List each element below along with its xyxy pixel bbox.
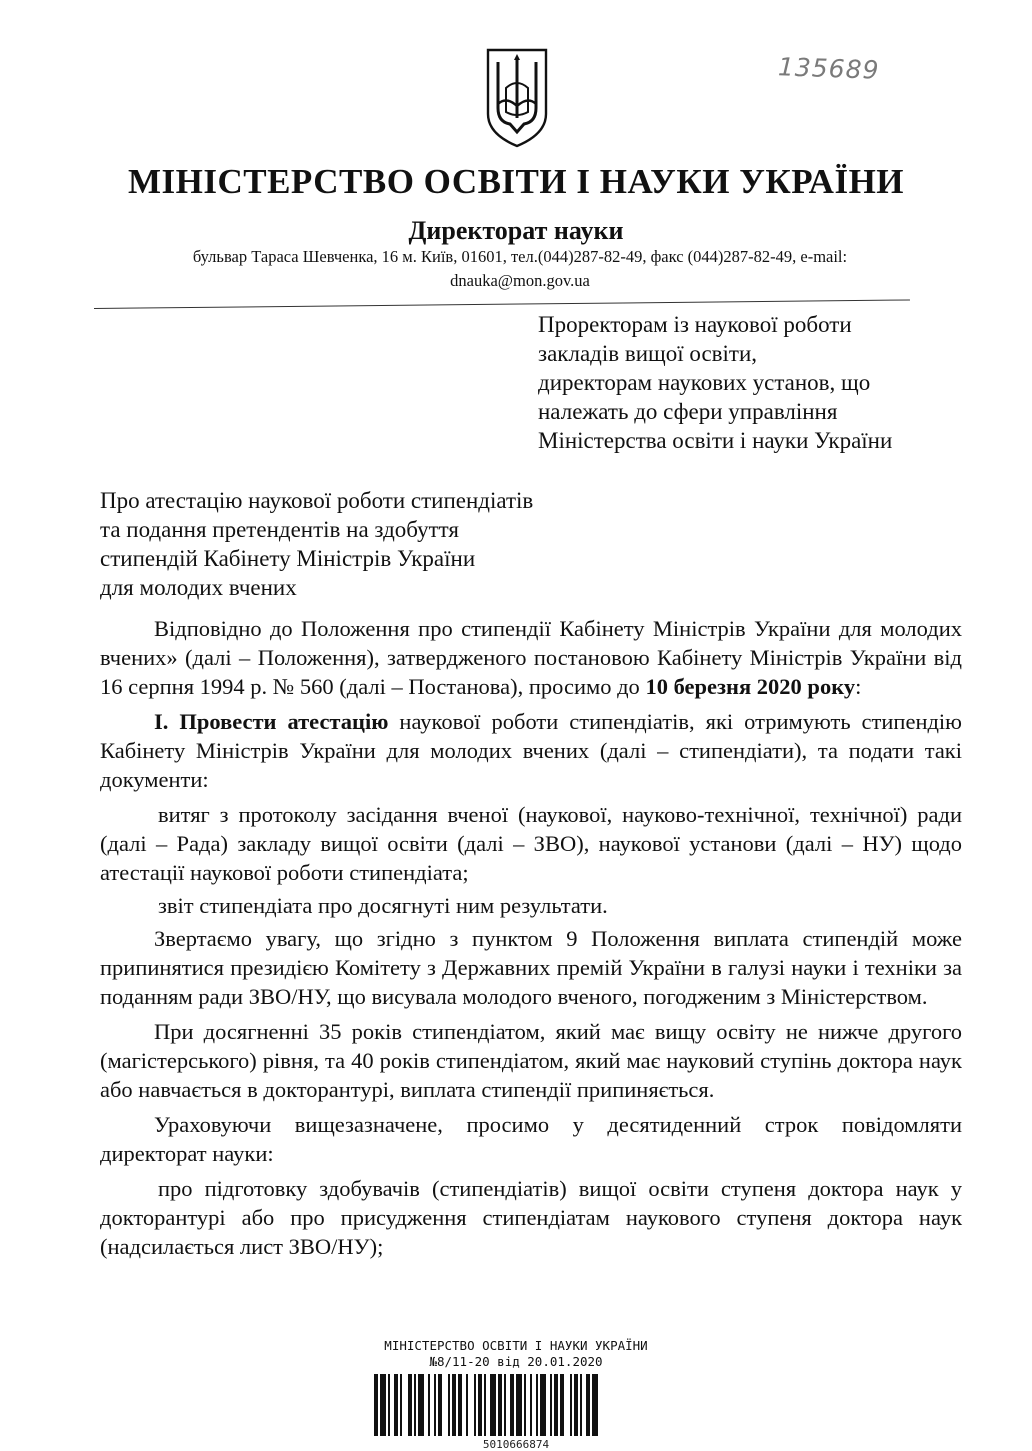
subject-line: стипендій Кабінету Міністрів України: [100, 546, 476, 571]
addressee-line: Міністерства освіти і науки України: [538, 428, 893, 453]
paragraph: витяг з протоколу засідання вченої (наукової, науково-технічної, технічної) ради (далі – Рада) закладу вищої освіти (далі – ЗВО), наукової установи (далі – НУ) щодо атестації наукової роботи стипендіата;: [100, 802, 962, 885]
addressee-line: закладів вищої освіти,: [538, 341, 758, 366]
header-divider: [94, 299, 910, 309]
paragraph: звіт стипендіата про досягнуті ним результати.: [158, 893, 608, 918]
ministry-title: МІНІСТЕРСТВО ОСВІТИ І НАУКИ УКРАЇНИ: [127, 162, 905, 201]
letter-body: [100, 614, 962, 1265]
deadline-date: 10 березня 2020 року: [645, 674, 856, 699]
stamp-ministry: МІНІСТЕРСТВО ОСВІТИ І НАУКИ УКРАЇНИ: [384, 1338, 648, 1353]
subject-line: та подання претендентів на здобуття: [100, 517, 459, 542]
subject-block: [100, 486, 600, 602]
subject-line: Про атестацію наукової роботи стипендіатів: [100, 488, 534, 513]
coat-of-arms-icon: [484, 48, 550, 148]
barcode-icon: [374, 1374, 656, 1436]
address-block: [150, 245, 890, 293]
email-line: dnauka@mon.gov.ua: [450, 271, 590, 290]
paragraph: І. Провести атестацію наукової роботи стипендіатів, які отримують стипендію Кабінету Міністрів України для молодих вчених (далі – стипендіати), та подати такі документи:: [100, 709, 962, 792]
addressee-line: директорам наукових установ, що: [538, 370, 871, 395]
addressee-line: належать до сфери управління: [538, 399, 838, 424]
section-heading: І. Провести атестацію: [154, 709, 389, 734]
paragraph: Звертаємо увагу, що згідно з пунктом 9 Положення виплата стипендій може припинятися президією Комітету з Державних премій України в галузі науки і техніки за поданням ради ЗВО/НУ, що висувала молодого вченого, погодженим з Міністерством.: [100, 926, 962, 1009]
directorate-title: Директорат науки: [408, 216, 624, 245]
addressee-block: [538, 310, 978, 455]
paragraph: про підготовку здобувачів (стипендіатів) вищої освіти ступеня доктора наук у докторантурі або про присудження стипендіатам наукового ступеня доктора наук (надсилається лист ЗВО/НУ);: [100, 1176, 962, 1259]
registration-stamp: [356, 1338, 676, 1370]
handwritten-number: 135689: [777, 52, 880, 85]
subject-line: для молодих вчених: [100, 575, 297, 600]
barcode-number: 5010666874: [482, 1438, 550, 1451]
paragraph: Відповідно до Положення про стипендії Кабінету Міністрів України для молодих вчених» (далі – Положення), затвердженого постановою Кабінету Міністрів України від 16 серпня 1994 р. № 560 (далі – Постанова), просимо до 10 березня 2020 року:: [100, 616, 962, 699]
stamp-number: №8/11-20 від 20.01.2020: [429, 1354, 603, 1369]
paragraph: Ураховуючи вищезазначене, просимо у десятиденний строк повідомляти директорат науки:: [100, 1112, 962, 1166]
address-line: бульвар Тараса Шевченка, 16 м. Київ, 01601, тел.(044)287-82-49, факс (044)287-82-49, e-mail:: [192, 247, 848, 266]
addressee-line: Проректорам із наукової роботи: [538, 312, 852, 337]
paragraph: При досягненні 35 років стипендіатом, який має вищу освіту не нижче другого (магістерського) рівня, та 40 років стипендіатом, який має науковий ступінь доктора наук або навчається в докторантурі, виплата стипендії припиняється.: [100, 1019, 962, 1102]
